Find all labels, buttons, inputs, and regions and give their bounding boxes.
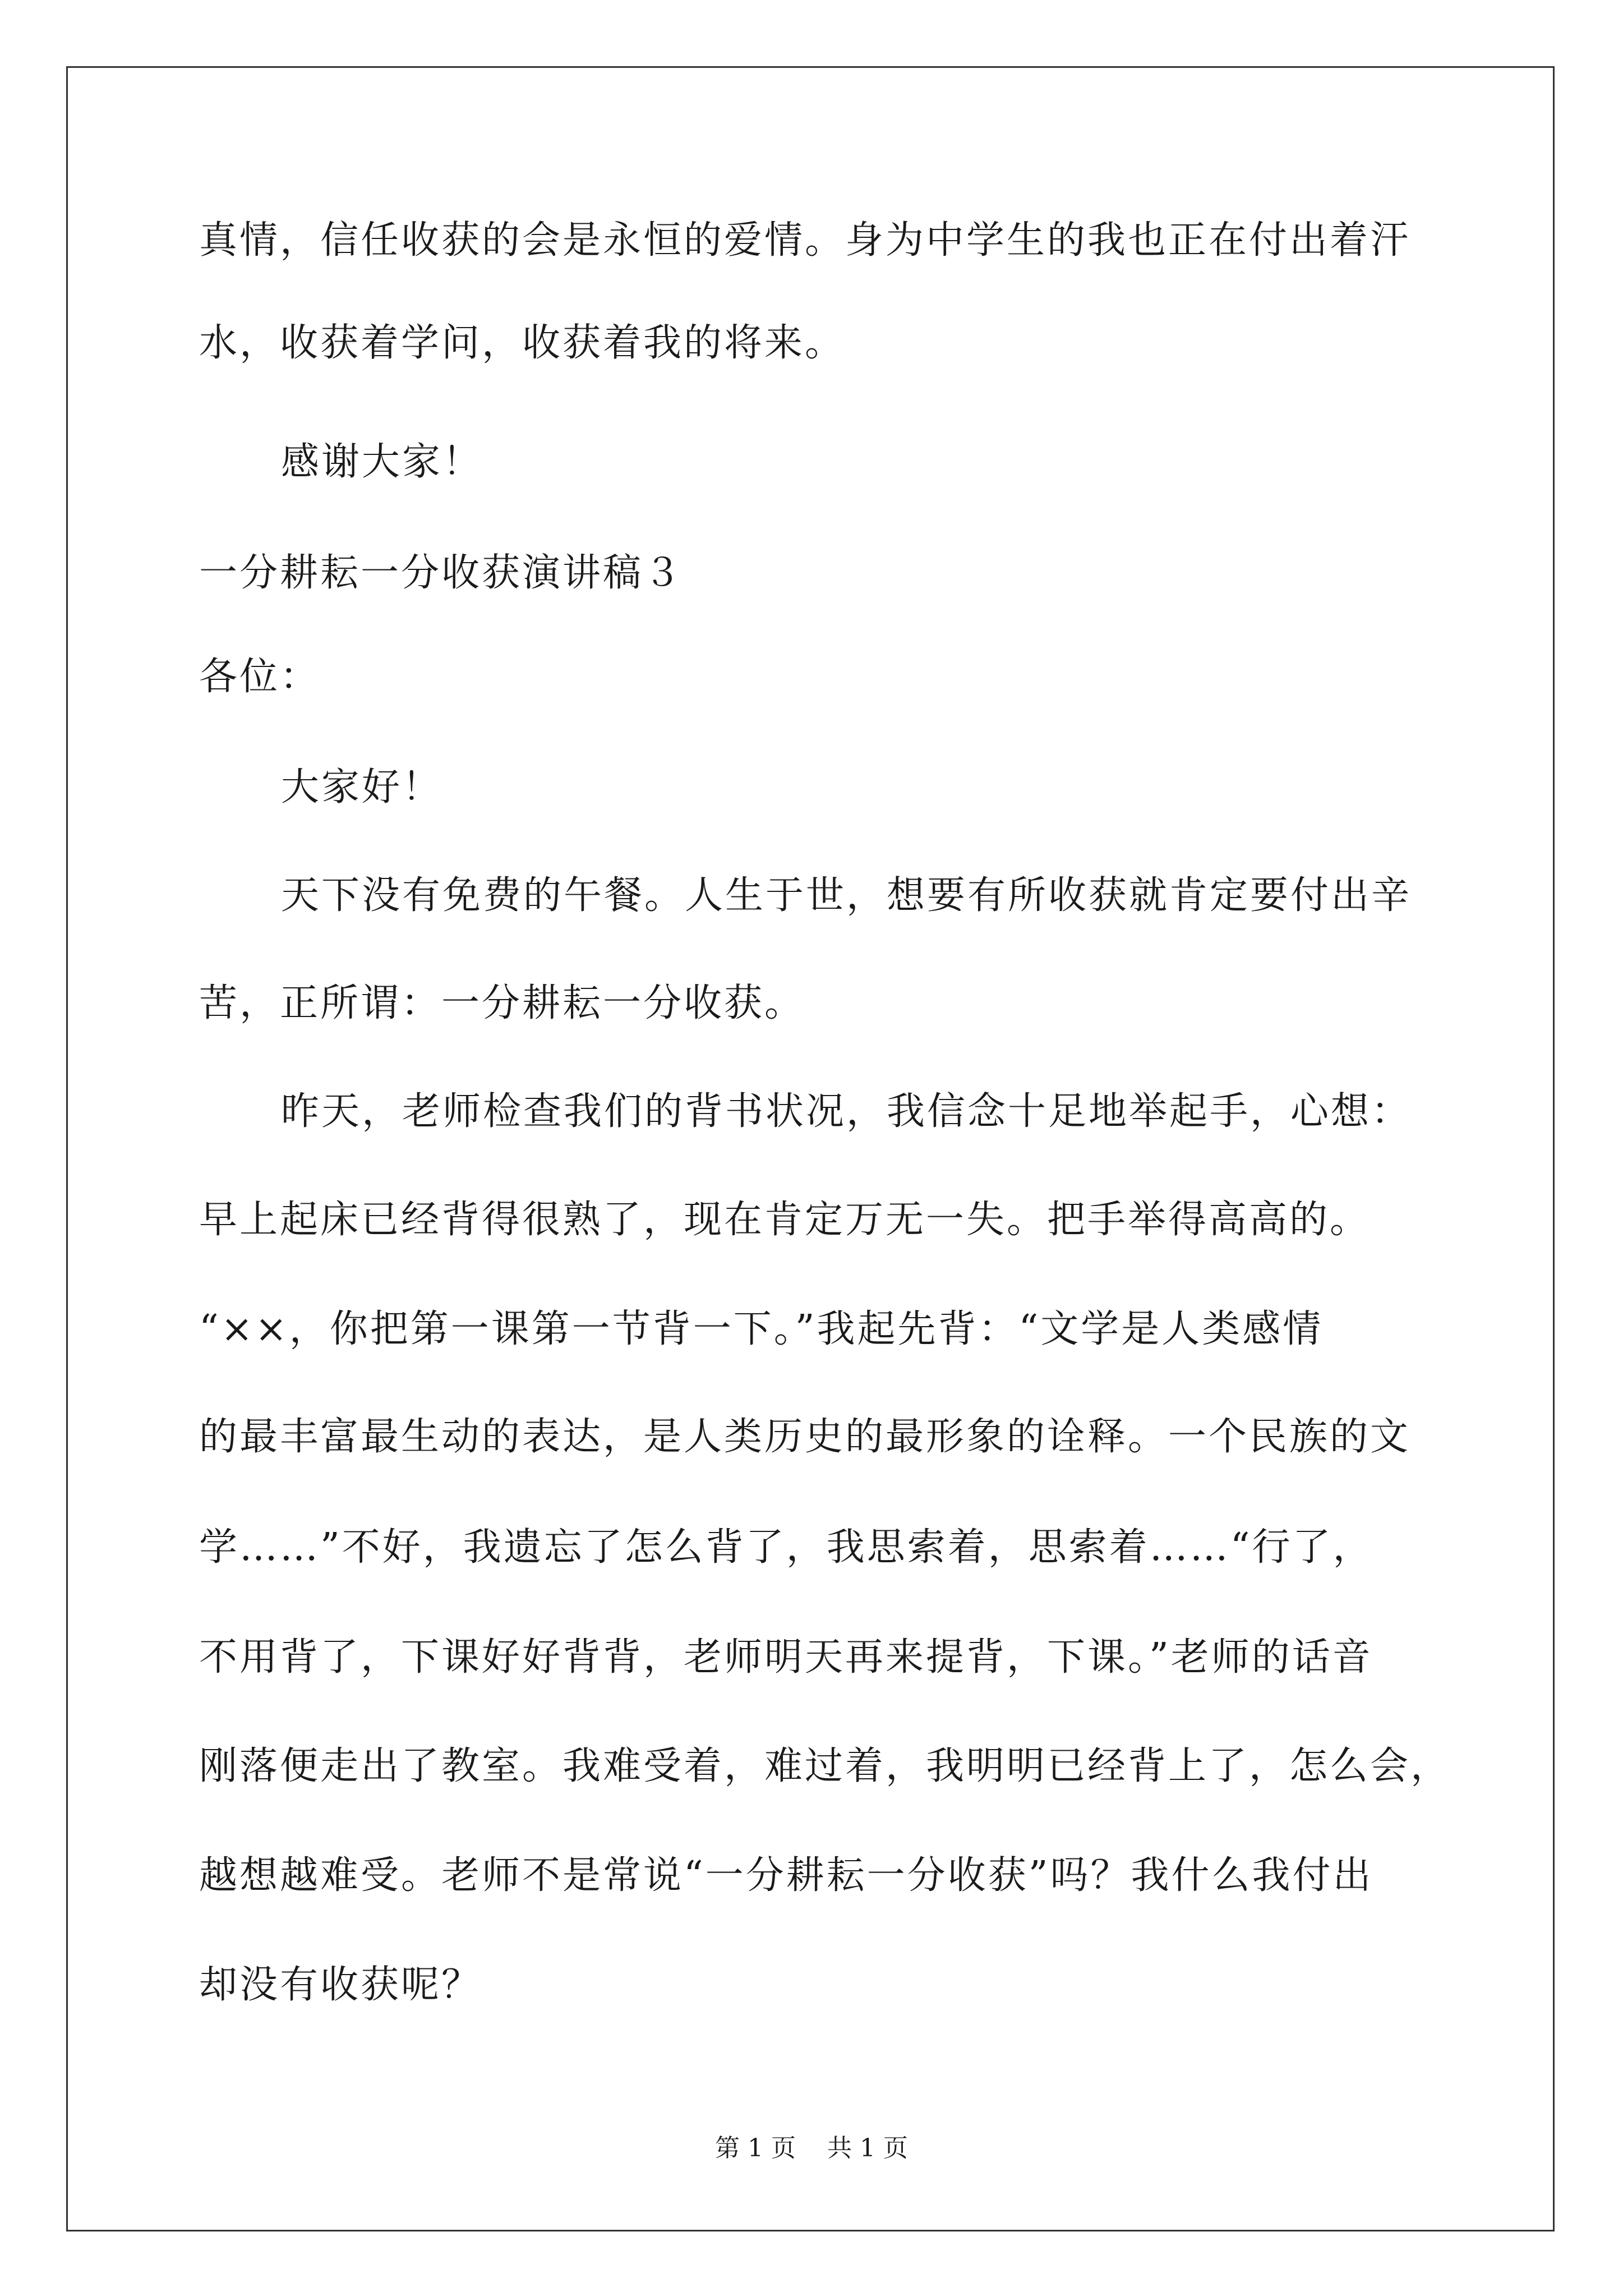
greeting: 大家好！: [281, 765, 443, 809]
page-number-footer: 第 1 页 共 1 页: [715, 2134, 908, 2162]
page-border: [66, 66, 1555, 2231]
text-line: 的最丰富最生动的表达，是人类历史的最形象的诠释。一个民族的文: [199, 1415, 1411, 1459]
salutation: 各位：: [199, 655, 321, 699]
closing-thanks: 感谢大家！: [281, 440, 483, 484]
text-line: 天下没有免费的午餐。人生于世，想要有所收获就肯定要付出辛: [281, 873, 1412, 918]
section-title: 一分耕耘一分收获演讲稿３: [199, 551, 684, 595]
text-line: 越想越难受。老师不是常说“一分耕耘一分收获”吗？我什么我付出: [199, 1853, 1373, 1898]
text-line: “××，你把第一课第一节背一下。”我起先背：“文学是人类感情: [199, 1307, 1324, 1351]
text-line: 学……”不好，我遗忘了怎么背了，我思索着，思索着……“行了，: [199, 1525, 1373, 1570]
text-line: 苦，正所谓：一分耕耘一分收获。: [199, 981, 805, 1025]
text-line: 却没有收获呢？: [199, 1963, 482, 2007]
text-line: 刚落便走出了教室。我难受着，难过着，我明明已经背上了，怎么会，: [199, 1744, 1451, 1788]
text-line: 早上起床已经背得很熟了，现在肯定万无一失。把手举得高高的。: [199, 1198, 1371, 1242]
text-line: 不用背了，下课好好背背，老师明天再来提背，下课。”老师的话音: [199, 1635, 1373, 1680]
text-line: 水，收获着学问，收获着我的将来。: [199, 321, 846, 365]
text-line: 昨天，老师检查我们的背书状况，我信念十足地举起手，心想：: [281, 1089, 1412, 1134]
text-line: 真情，信任收获的会是永恒的爱情。身为中学生的我也正在付出着汗: [199, 218, 1411, 263]
